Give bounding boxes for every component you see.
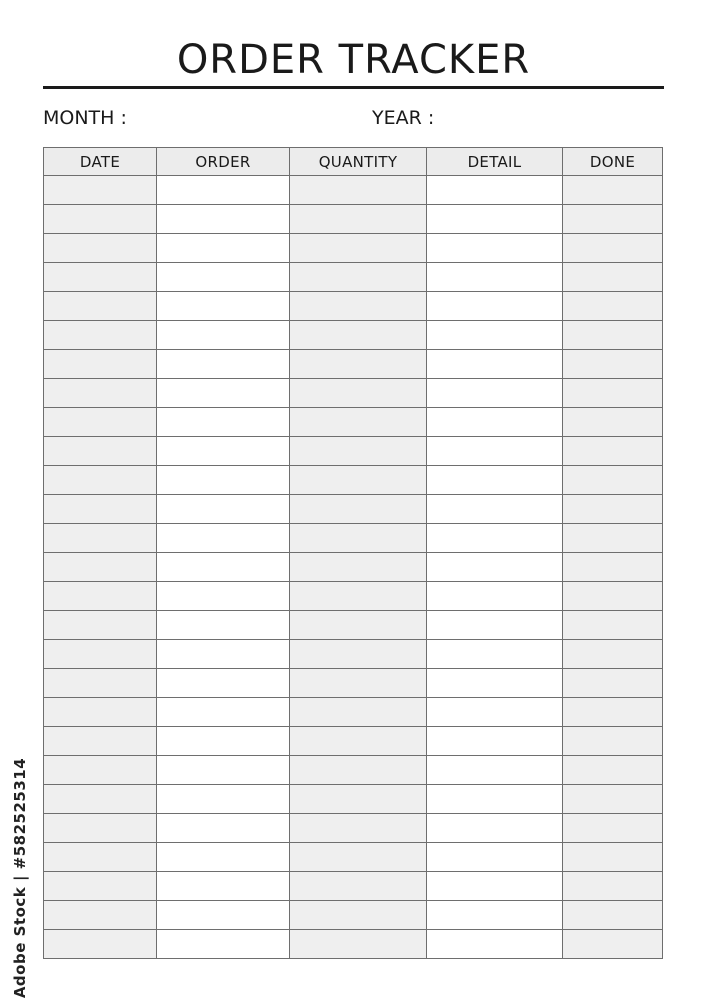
cell-detail	[427, 611, 563, 640]
cell-done	[563, 466, 663, 495]
cell-done	[563, 843, 663, 872]
cell-detail	[427, 176, 563, 205]
cell-order	[157, 205, 290, 234]
cell-date	[44, 292, 157, 321]
cell-date	[44, 785, 157, 814]
cell-order	[157, 379, 290, 408]
cell-quantity	[290, 553, 427, 582]
cell-date	[44, 582, 157, 611]
table-row	[44, 321, 663, 350]
table-row	[44, 611, 663, 640]
cell-date	[44, 843, 157, 872]
cell-quantity	[290, 205, 427, 234]
table-row	[44, 843, 663, 872]
cell-detail	[427, 582, 563, 611]
table-row	[44, 640, 663, 669]
column-header-date: DATE	[44, 148, 157, 176]
cell-order	[157, 234, 290, 263]
cell-quantity	[290, 669, 427, 698]
cell-date	[44, 437, 157, 466]
cell-order	[157, 408, 290, 437]
cell-quantity	[290, 756, 427, 785]
column-header-order: ORDER	[157, 148, 290, 176]
table-row	[44, 495, 663, 524]
cell-quantity	[290, 785, 427, 814]
cell-detail	[427, 756, 563, 785]
cell-date	[44, 350, 157, 379]
cell-quantity	[290, 437, 427, 466]
stock-id-watermark	[6, 757, 34, 999]
cell-order	[157, 669, 290, 698]
cell-order	[157, 872, 290, 901]
cell-done	[563, 640, 663, 669]
cell-date	[44, 930, 157, 959]
table-row	[44, 698, 663, 727]
cell-detail	[427, 785, 563, 814]
cell-date	[44, 176, 157, 205]
cell-detail	[427, 843, 563, 872]
cell-quantity	[290, 640, 427, 669]
table-row	[44, 553, 663, 582]
cell-done	[563, 292, 663, 321]
table-row	[44, 785, 663, 814]
table-row	[44, 176, 663, 205]
cell-date	[44, 698, 157, 727]
table-row	[44, 292, 663, 321]
cell-order	[157, 553, 290, 582]
cell-detail	[427, 669, 563, 698]
cell-date	[44, 872, 157, 901]
cell-order	[157, 524, 290, 553]
cell-quantity	[290, 466, 427, 495]
month-label: MONTH :	[43, 107, 127, 129]
cell-detail	[427, 553, 563, 582]
table-header-row	[44, 148, 663, 176]
cell-done	[563, 495, 663, 524]
year-label: YEAR :	[372, 107, 435, 129]
cell-quantity	[290, 234, 427, 263]
cell-order	[157, 292, 290, 321]
table-row	[44, 727, 663, 756]
cell-order	[157, 901, 290, 930]
table-row	[44, 524, 663, 553]
cell-detail	[427, 466, 563, 495]
table-row	[44, 263, 663, 292]
cell-done	[563, 698, 663, 727]
cell-date	[44, 321, 157, 350]
cell-done	[563, 872, 663, 901]
table-row	[44, 901, 663, 930]
table-row	[44, 205, 663, 234]
cell-order	[157, 582, 290, 611]
cell-detail	[427, 901, 563, 930]
cell-order	[157, 698, 290, 727]
table-body	[44, 176, 663, 959]
cell-date	[44, 640, 157, 669]
cell-order	[157, 176, 290, 205]
cell-detail	[427, 930, 563, 959]
cell-done	[563, 321, 663, 350]
cell-order	[157, 843, 290, 872]
table-row	[44, 669, 663, 698]
cell-quantity	[290, 176, 427, 205]
title-divider	[43, 86, 664, 89]
cell-quantity	[290, 843, 427, 872]
cell-quantity	[290, 263, 427, 292]
cell-done	[563, 263, 663, 292]
table-row	[44, 466, 663, 495]
cell-quantity	[290, 872, 427, 901]
cell-order	[157, 611, 290, 640]
cell-date	[44, 901, 157, 930]
cell-detail	[427, 524, 563, 553]
cell-quantity	[290, 698, 427, 727]
cell-detail	[427, 205, 563, 234]
cell-quantity	[290, 582, 427, 611]
cell-detail	[427, 640, 563, 669]
cell-order	[157, 350, 290, 379]
cell-done	[563, 785, 663, 814]
table-row	[44, 756, 663, 785]
cell-quantity	[290, 408, 427, 437]
cell-done	[563, 553, 663, 582]
cell-quantity	[290, 379, 427, 408]
order-tracker-table	[43, 147, 663, 959]
cell-done	[563, 437, 663, 466]
cell-date	[44, 524, 157, 553]
cell-order	[157, 466, 290, 495]
cell-done	[563, 205, 663, 234]
cell-detail	[427, 872, 563, 901]
cell-done	[563, 379, 663, 408]
cell-done	[563, 727, 663, 756]
cell-quantity	[290, 524, 427, 553]
cell-date	[44, 466, 157, 495]
cell-done	[563, 669, 663, 698]
cell-quantity	[290, 611, 427, 640]
cell-order	[157, 785, 290, 814]
cell-quantity	[290, 901, 427, 930]
table-row	[44, 814, 663, 843]
cell-detail	[427, 263, 563, 292]
cell-date	[44, 234, 157, 263]
cell-quantity	[290, 292, 427, 321]
table-row	[44, 930, 663, 959]
table-row	[44, 872, 663, 901]
cell-detail	[427, 379, 563, 408]
cell-detail	[427, 234, 563, 263]
cell-done	[563, 582, 663, 611]
cell-detail	[427, 437, 563, 466]
cell-date	[44, 611, 157, 640]
cell-done	[563, 234, 663, 263]
cell-quantity	[290, 814, 427, 843]
cell-order	[157, 263, 290, 292]
cell-done	[563, 930, 663, 959]
table-row	[44, 437, 663, 466]
cell-date	[44, 379, 157, 408]
cell-date	[44, 495, 157, 524]
cell-detail	[427, 321, 563, 350]
cell-order	[157, 437, 290, 466]
cell-date	[44, 263, 157, 292]
column-header-done: DONE	[563, 148, 663, 176]
cell-quantity	[290, 727, 427, 756]
cell-date	[44, 727, 157, 756]
cell-detail	[427, 727, 563, 756]
cell-date	[44, 553, 157, 582]
column-header-detail: DETAIL	[427, 148, 563, 176]
cell-done	[563, 611, 663, 640]
cell-date	[44, 408, 157, 437]
cell-quantity	[290, 930, 427, 959]
cell-detail	[427, 814, 563, 843]
cell-date	[44, 205, 157, 234]
cell-done	[563, 524, 663, 553]
page-title: ORDER TRACKER	[176, 37, 531, 83]
cell-order	[157, 930, 290, 959]
cell-date	[44, 669, 157, 698]
cell-date	[44, 814, 157, 843]
cell-quantity	[290, 495, 427, 524]
cell-order	[157, 495, 290, 524]
cell-detail	[427, 408, 563, 437]
cell-detail	[427, 495, 563, 524]
table-row	[44, 408, 663, 437]
column-header-quantity: QUANTITY	[290, 148, 427, 176]
cell-order	[157, 814, 290, 843]
table-row	[44, 234, 663, 263]
cell-detail	[427, 698, 563, 727]
cell-order	[157, 321, 290, 350]
cell-done	[563, 756, 663, 785]
table-row	[44, 379, 663, 408]
cell-done	[563, 901, 663, 930]
cell-order	[157, 640, 290, 669]
cell-quantity	[290, 350, 427, 379]
cell-detail	[427, 292, 563, 321]
table-row	[44, 350, 663, 379]
cell-date	[44, 756, 157, 785]
cell-done	[563, 408, 663, 437]
cell-done	[563, 350, 663, 379]
cell-detail	[427, 350, 563, 379]
cell-order	[157, 756, 290, 785]
table-row	[44, 582, 663, 611]
cell-done	[563, 814, 663, 843]
cell-quantity	[290, 321, 427, 350]
cell-order	[157, 727, 290, 756]
stock-id-text: Adobe Stock | #582525314	[11, 757, 29, 999]
cell-done	[563, 176, 663, 205]
